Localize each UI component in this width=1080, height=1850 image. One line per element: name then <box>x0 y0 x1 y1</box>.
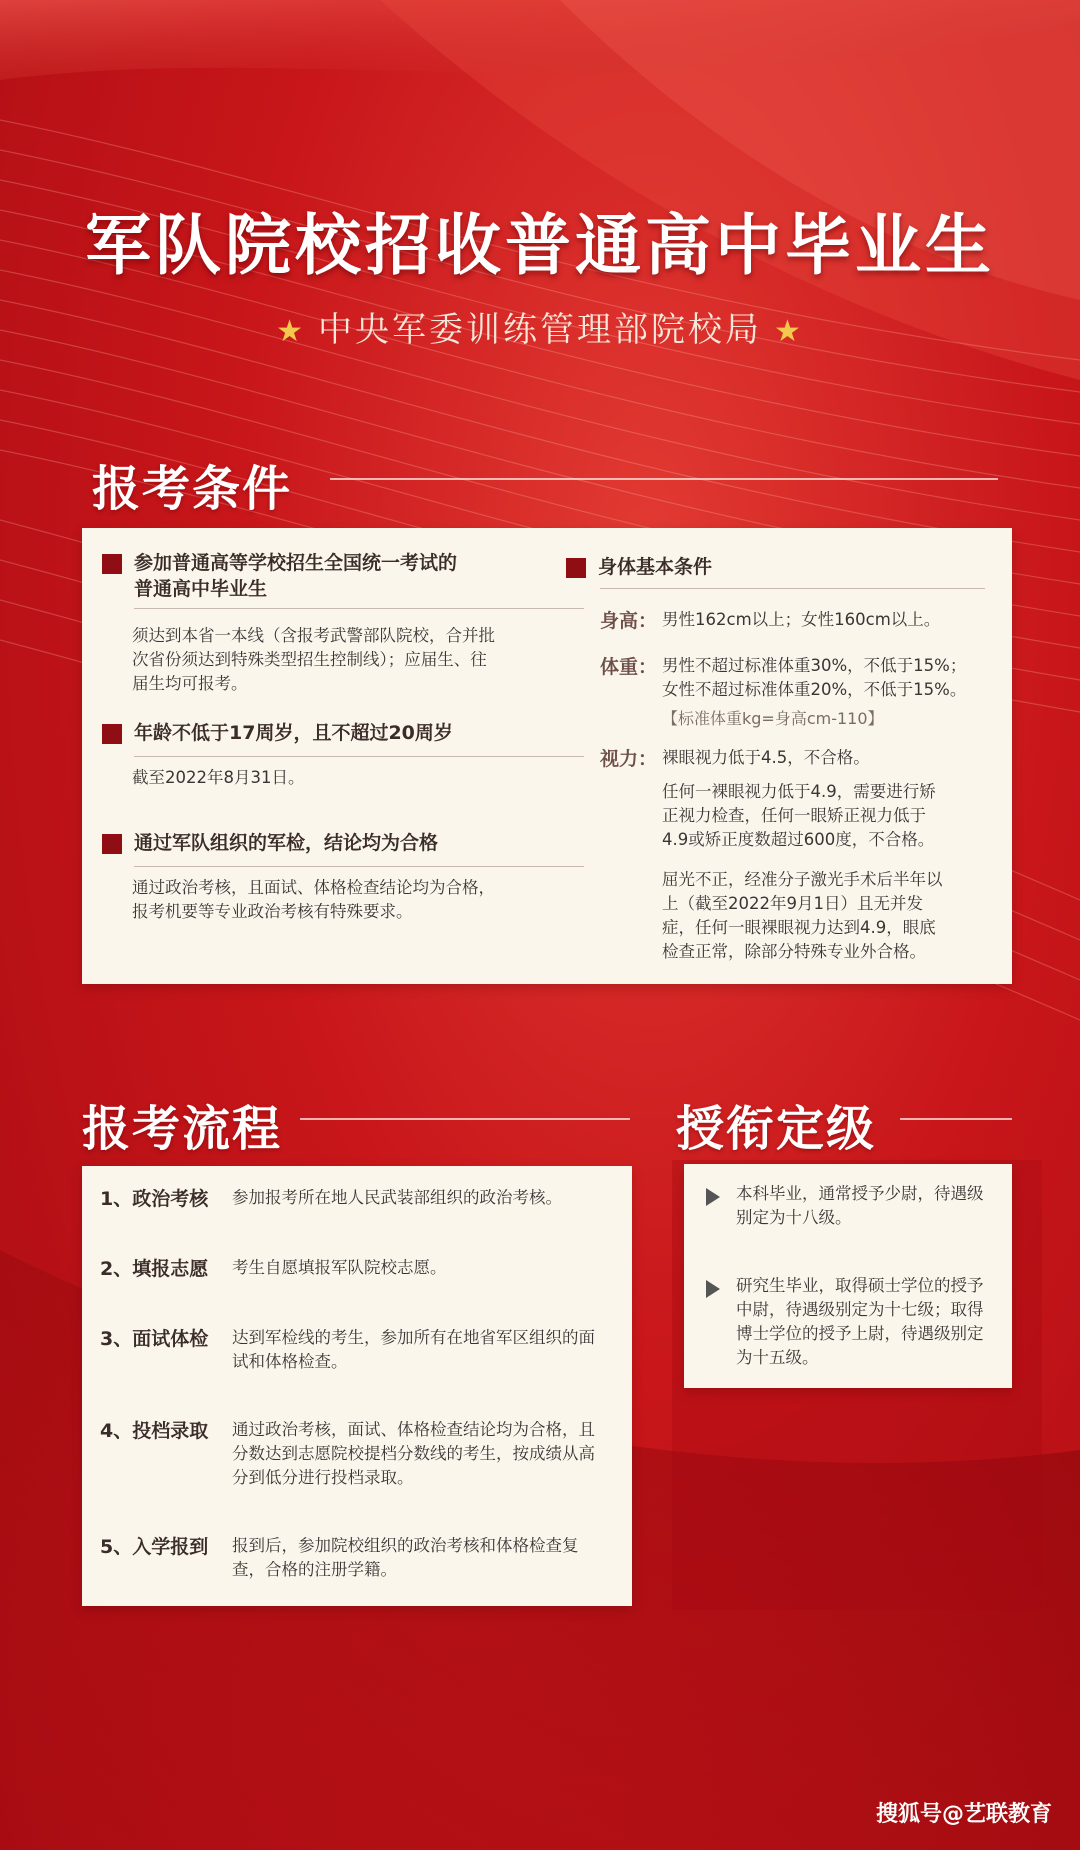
star-icon: ★ <box>774 314 804 349</box>
conditions-panel <box>82 528 1012 984</box>
weight-label: 体重： <box>600 656 658 678</box>
section-title-process: 报考流程 <box>82 1101 283 1157</box>
star-icon: ★ <box>276 314 306 349</box>
divider <box>134 866 584 867</box>
step-text: 报到后，参加院校组织的政治考核和体格检查复查，合格的注册学籍。 <box>232 1536 579 1579</box>
triangle-bullet-icon <box>706 1188 720 1206</box>
divider <box>300 1118 630 1120</box>
section-title-ranks: 授衔定级 <box>676 1101 877 1157</box>
square-bullet-icon <box>102 724 122 744</box>
condition-heading-exam: 参加普通高等学校招生全国统一考试的 普通高中毕业生 <box>102 550 457 602</box>
vision-correction-text: 任何一裸眼视力低于4.9，需要进行矫 正视力检查，任何一眼矫正视力低于 4.9或矫正度数超过600度，不合格。 <box>662 782 936 849</box>
step-number: 3、面试体检 <box>100 1328 209 1350</box>
rank-text-undergrad: 本科毕业，通常授予少尉，待遇级别定为十八级。 <box>736 1184 984 1227</box>
step-text: 考生自愿填报军队院校志愿。 <box>232 1258 447 1277</box>
step-text: 参加报考所在地人民武装部组织的政治考核。 <box>232 1188 562 1207</box>
divider <box>900 1118 1012 1120</box>
physical-heading: 身体基本条件 <box>566 554 712 580</box>
vision-text: 裸眼视力低于4.5，不合格。 <box>662 748 870 767</box>
rank-text-graduate: 研究生毕业，取得硕士学位的授予中尉，待遇级别定为十七级；取得博士学位的授予上尉，待遇级别定为十五级。 <box>736 1276 984 1367</box>
ranks-panel <box>684 1164 1012 1388</box>
condition-text-military-check: 通过政治考核，且面试、体格检查结论均为合格， 报考机要等专业政治考核有特殊要求。 <box>132 878 495 921</box>
condition-text-age: 截至2022年8月31日。 <box>132 768 305 787</box>
condition-heading-military-check: 通过军队组织的军检，结论均为合格 <box>102 830 438 856</box>
step-number: 1、政治考核 <box>100 1188 209 1210</box>
square-bullet-icon <box>102 554 122 574</box>
watermark: 搜狐号@艺联教育 <box>875 1802 1052 1827</box>
step-number: 5、入学报到 <box>100 1536 209 1558</box>
process-panel <box>82 1166 632 1606</box>
height-text: 男性162cm以上；女性160cm以上。 <box>662 610 941 629</box>
step-number: 4、投档录取 <box>100 1420 209 1442</box>
divider <box>134 608 584 609</box>
page-subtitle <box>0 302 1080 351</box>
divider <box>134 756 584 757</box>
weight-text: 男性不超过标准体重30%，不低于15%； 女性不超过标准体重20%，不低于15%。 <box>662 656 967 699</box>
section-title-conditions: 报考条件 <box>92 461 293 517</box>
height-label: 身高： <box>600 610 658 632</box>
step-number: 2、填报志愿 <box>100 1258 209 1280</box>
triangle-bullet-icon <box>706 1280 720 1298</box>
page-title: 军队院校招收普通高中毕业生 <box>85 207 995 284</box>
condition-heading-age: 年龄不低于17周岁，且不超过20周岁 <box>102 720 453 746</box>
step-text: 通过政治考核，面试、体格检查结论均为合格，且分数达到志愿院校提档分数线的考生，按成绩从高分到低分进行投档录取。 <box>232 1420 595 1487</box>
square-bullet-icon <box>102 834 122 854</box>
square-bullet-icon <box>566 558 586 578</box>
step-text: 达到军检线的考生，参加所有在地省军区组织的面试和体格检查。 <box>232 1328 595 1371</box>
vision-label: 视力： <box>600 748 658 770</box>
divider <box>330 478 998 480</box>
divider <box>600 588 985 589</box>
subtitle-text: 中央军委训练管理部院校局 <box>318 310 762 350</box>
weight-formula-note: 【标准体重kg=身高cm-110】 <box>662 709 884 728</box>
vision-surgery-text: 屈光不正，经准分子激光手术后半年以 上（截至2022年9月1日）且无并发 症，任何一眼裸眼视力达到4.9，眼底 检查正常，除部分特殊专业外合格。 <box>662 870 943 961</box>
condition-text-exam: 须达到本省一本线（含报考武警部队院校，合并批 次省份须达到特殊类型招生控制线）；应届生、往 届生均可报考。 <box>132 626 495 693</box>
